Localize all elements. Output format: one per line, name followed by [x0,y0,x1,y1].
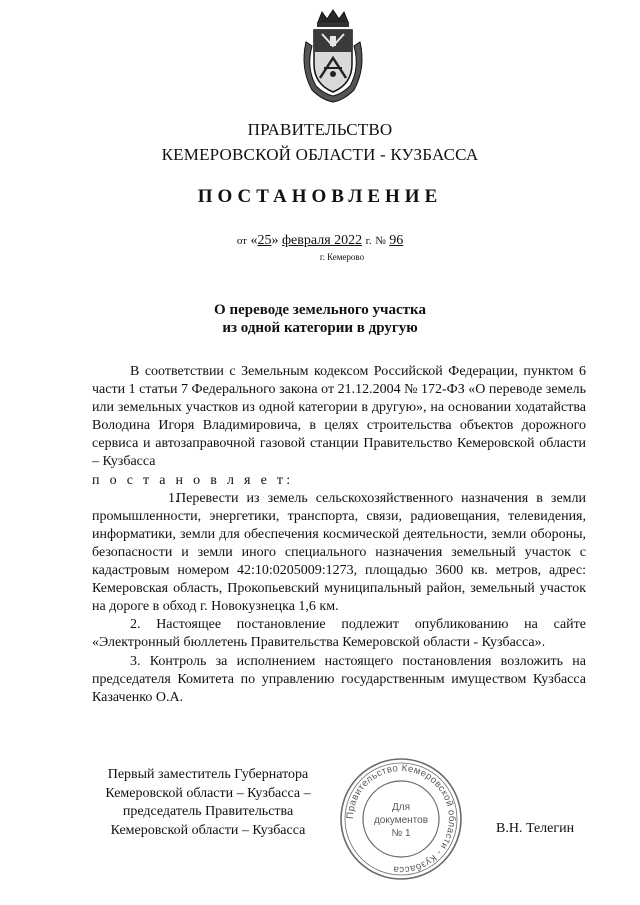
subject-line-2: из одной категории в другую [222,320,418,336]
item-2-paragraph: 2. Настоящее постановление подлежит опубликованию на сайте «Электронный бюллетень Правительства Кемеровской области - Кузбасса». [92,617,586,651]
document-type-heading: ПОСТАНОВЛЕНИЕ [197,186,443,207]
signatory-line-3: председатель Правительства [122,804,294,819]
city-label: г. Кемерово [319,252,365,262]
government-title: ПРАВИТЕЛЬСТВО [247,120,393,139]
signatory-line-1: Первый заместитель Губернатора [107,767,309,782]
official-stamp [338,756,464,882]
resolves-word: п о с т а н о в л я е т: [92,472,294,488]
quote-close: » [271,233,279,248]
stamp-center-line-1: Для [391,802,411,813]
subject-line-1: О переводе земельного участка [214,302,426,318]
stamp-center-line-3: № 1 [391,828,411,839]
signatory-line-4: Кемеровской области – Кузбасса [110,822,306,838]
document-body [92,363,586,707]
date-month-year: февраля 2022 [281,233,363,248]
year-suffix: г. [365,235,372,247]
coat-of-arms-emblem [296,8,370,104]
date-day: 25 [257,233,272,248]
item-1-number: 1. [168,490,179,506]
region-title: КЕМЕРОВСКОЙ ОБЛАСТИ - КУЗБАССА [161,145,479,164]
date-number-line [0,233,640,249]
document-number: 96 [389,233,404,248]
preamble-paragraph: В соответствии с Земельным кодексом Российской Федерации, пунктом 6 части 1 статьи 7 Федерального закона от 21.12.2004 № 172-ФЗ «О переводе земель или земельных участков из одной категории в другую», на основании ходатайства Володина Игоря Владимировича, в целях строительства объектов дорожного сервиса и автозаправочной газовой станции Правительство Кемеровской области – Кузбасса [92,364,586,470]
stamp-ring-text: Правительство Кемеровской области - Кузбасса [344,762,458,876]
signatory-name: В.Н. Телегин [496,821,575,836]
item-1-paragraph [92,490,586,617]
item-3-paragraph: 3. Контроль за исполнением настоящего постановления возложить на председателя Комитета по управлению государственным имуществом Кузбасса Казаченко О.А. [92,653,586,705]
signatory-position [88,766,328,840]
item-1-text: Перевести из земель сельскохозяйственного назначения в земли промышленности, энергетики, транспорта, связи, радиовещания, телевидения, информатики, земли для обеспечения космической деятельности, земли обороны, безопасности и земли иного специального назначения земельный участок с кадастровым номером 42:10:0205009:1273, площадью 3600 кв. метров, адрес: Кемеровская область, Прокопьевский муниципальный район, земельный участок на дороге в обход г. Новокузнецка 1,6 км. [92,490,586,615]
quote-open: « [250,233,258,248]
date-prefix: от [236,235,247,247]
stamp-center-line-2: документов [373,815,429,826]
number-sign: № [375,235,386,247]
signatory-line-2: Кемеровской области – Кузбасса – [105,785,311,801]
